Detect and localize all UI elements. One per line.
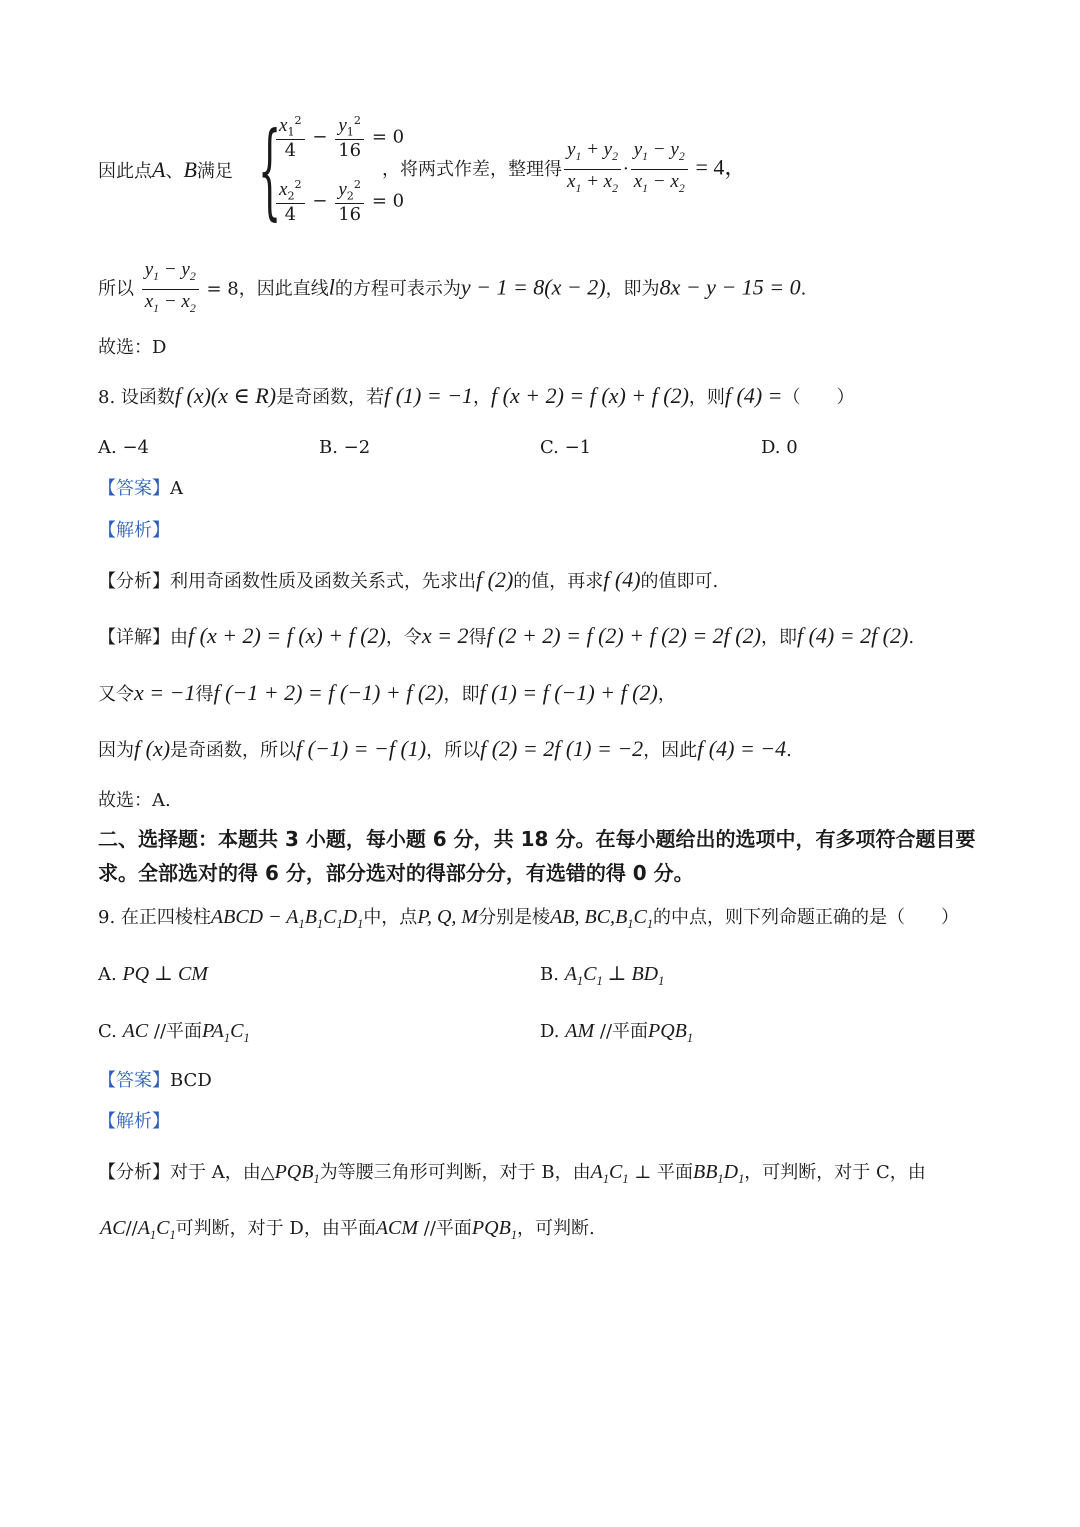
- product-fraction: $\frac{y_1 + y_2}{x_1 + x_2}$ · $\frac{y_1 - y_2}{x_1 - x_2}$ = 4，: [562, 138, 746, 201]
- slope-line: 所以 $\frac{y_1 - y_2}{x_1 - x_2}$ = 8，因此直线l的方程可表示为y − 1 = 8(x − 2)，即为8x − y − 15 = 0.: [98, 259, 807, 315]
- system-equation-2: $\frac{x_2^2}{4}$ − $\frac{y_2^2}{16}$ = 0: [274, 178, 404, 225]
- line-yinwei: 因为f (x)是奇函数，所以f (−1) = −f (1)，所以f (2) = 2f (1) = −2，因此f (4) = −4.: [98, 736, 792, 761]
- q9-option-a: A. PQ ⊥ CM: [98, 963, 208, 985]
- answer-9: 【答案】BCD: [98, 1070, 212, 1091]
- subtract-text: ，将两式作差，整理得: [382, 159, 562, 180]
- equation-system: [258, 109, 405, 232]
- q9-option-c: C. AC //平面$PA_1C_1$: [98, 1020, 250, 1045]
- q8-option-d: D. 0: [761, 437, 798, 458]
- q8-option-a: A. −4: [98, 437, 149, 458]
- fenxi-8: 【分析】利用奇函数性质及函数关系式，先求出f (2)的值，再求f (4)的值即可.: [98, 567, 719, 592]
- answer-8: 【答案】A: [98, 478, 183, 499]
- q8-option-b: B. −2: [319, 437, 371, 458]
- fenxi-9-line-1: 【分析】对于 A，由$\triangle PQB_1$为等腰三角形可判断，对于 B，由$A_1C_1$ ⊥ 平面$BB_1D_1$，可判断，对于 C，由: [98, 1161, 926, 1186]
- q9-option-d: D. AM //平面$PQB_1$: [540, 1020, 694, 1045]
- analysis-tag-9: 【解析】: [98, 1111, 170, 1132]
- line-you: 又令x = −1得f (−1 + 2) = f (−1) + f (2)，即f (1) = f (−1) + f (2)，: [98, 680, 676, 705]
- xiangjie-8: 【详解】由f (x + 2) = f (x) + f (2)，令x = 2得f (2 + 2) = f (2) + f (2) = 2f (2)，即f (4) = 2f (2).: [98, 623, 915, 648]
- system-line: 因此点A、B满足: [98, 157, 233, 182]
- question-8: 8. 设函数f (x)(x ∈ R)是奇函数，若f (1) = −1，f (x + 2) = f (x) + f (2)，则f (4) =（ ）: [98, 383, 855, 408]
- choose-7: 故选：D: [98, 337, 167, 358]
- section-2-heading: 二、选择题：本题共 3 小题，每小题 6 分，共 18 分。在每小题给出的选项中，有多项符合题目要求。全部选对的得 6 分，部分选对的得部分分，有选错的得 0 分。: [98, 827, 976, 885]
- analysis-tag-8: 【解析】: [98, 520, 170, 541]
- left-brace: {: [258, 109, 282, 231]
- choose-8: 故选：A.: [98, 790, 171, 811]
- question-9: 9. 在正四棱柱ABCD − $A_1B_1C_1D_1$中，点P, Q, M分别是棱AB, $BC,B_1C_1$的中点，则下列命题正确的是（ ）: [98, 906, 960, 931]
- q8-option-c: C. −1: [540, 437, 592, 458]
- system-equation-1: $\frac{x_1^2}{4}$ − $\frac{y_1^2}{16}$ = 0: [274, 114, 404, 161]
- q9-option-b: B. $A_1C_1$ ⊥ $BD_1$: [540, 963, 665, 988]
- fenxi-9-line-2: $AC//A_1C_1$可判断，对于 D，由平面ACM //平面$PQB_1$，可判断.: [100, 1217, 595, 1242]
